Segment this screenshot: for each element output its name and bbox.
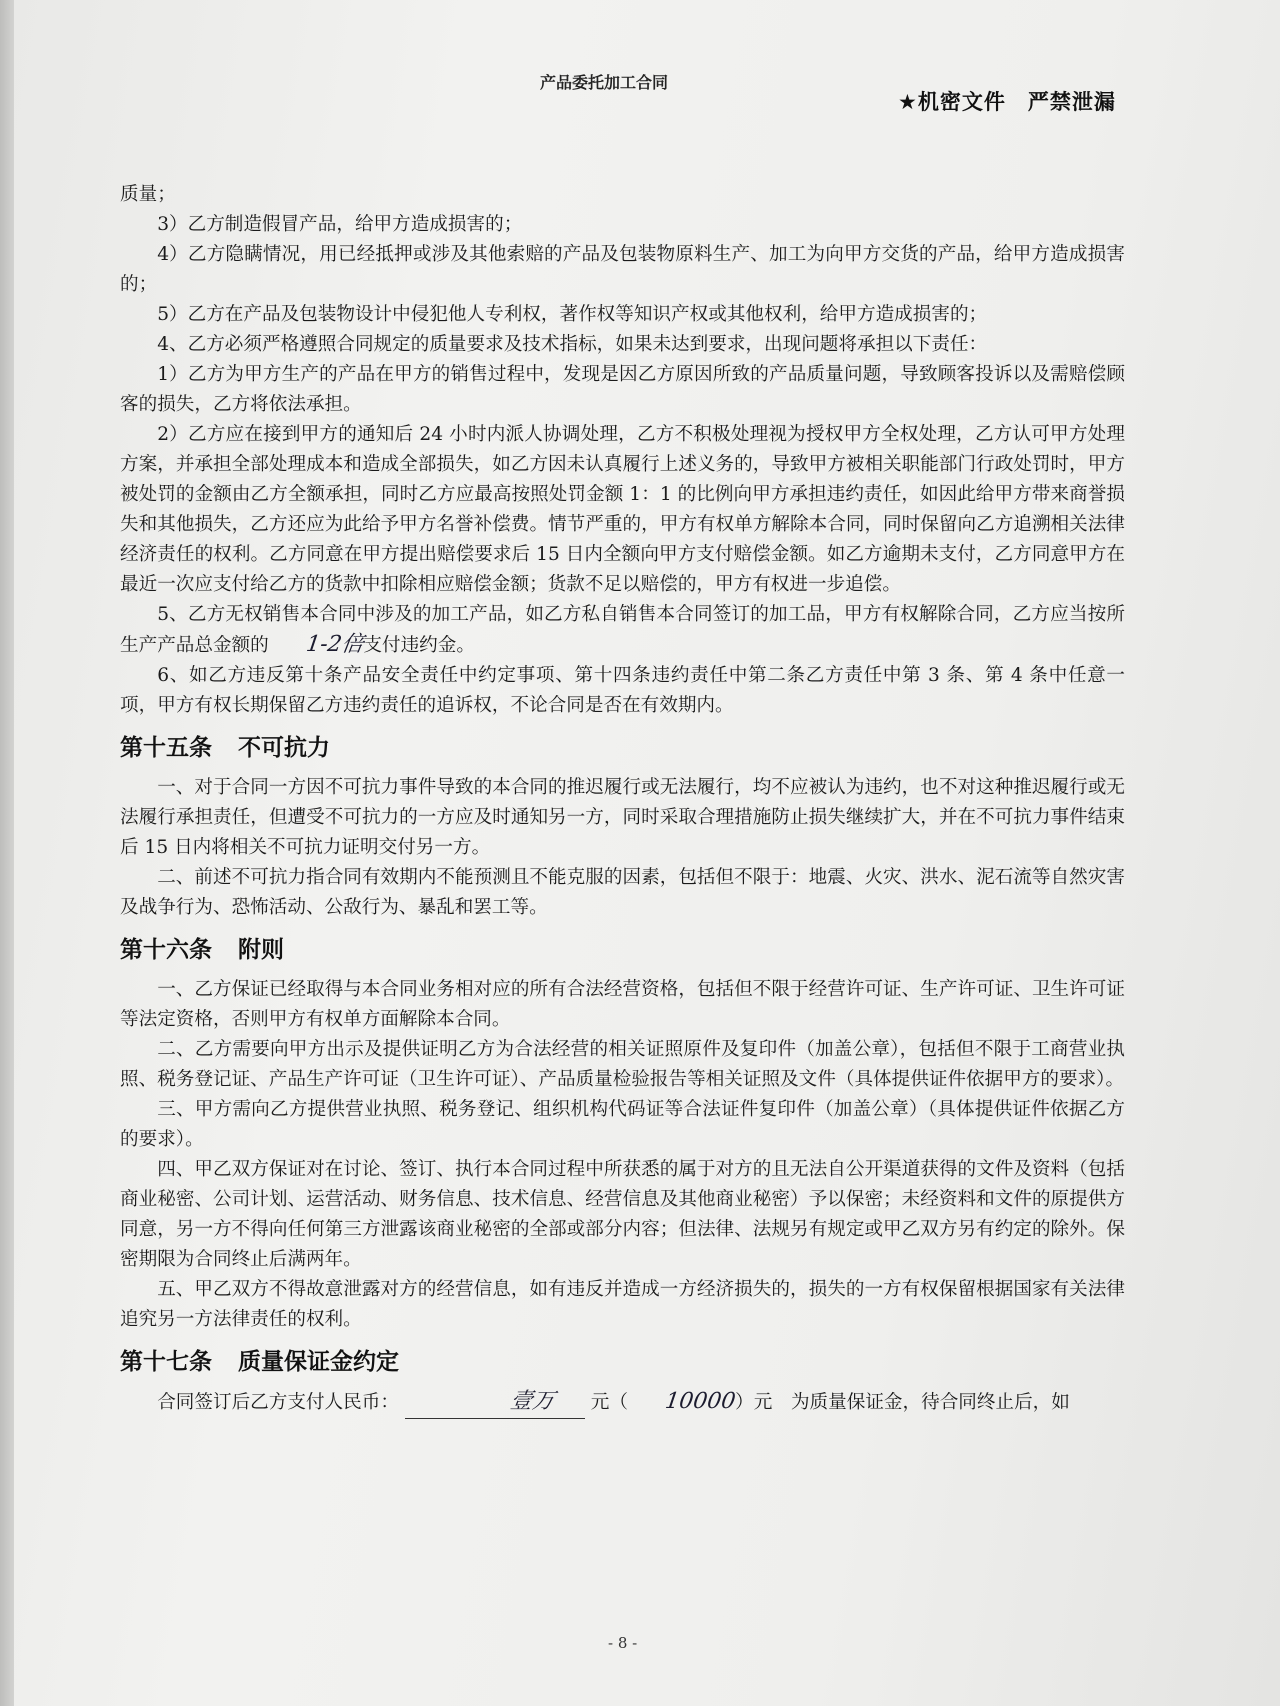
document-body <box>120 180 1125 1419</box>
paragraph: 1）乙方为甲方生产的产品在甲方的销售过程中，发现是因乙方原因所致的产品质量问题，导致顾客投诉以及需赔偿顾客的损失，乙方将依法承担。 <box>120 364 1125 415</box>
paragraph: 2）乙方应在接到甲方的通知后 24 小时内派人协调处理，乙方不积极处理视为授权甲方全权处理，乙方认可甲方处理方案，并承担全部处理成本和造成全部损失，如乙方因未认真履行上述义务的，导致甲方被相关职能部门行政处罚时，甲方被处罚的金额由乙方全额承担，同时乙方应最高按照处罚金额 1：1 的比例向甲方承担违约责任，如因此给甲方带来商誉损失和其他损失，乙方还应为此给予甲方名誉补偿费。情节严重的，甲方有权单方解除本合同，同时保留向乙方追溯相关法律经济责任的权利。乙方同意在甲方提出赔偿要求后 15 日内全额向甲方支付赔偿金额。如乙方逾期未支付，乙方同意甲方在最近一次应支付给乙方的货款中扣除相应赔偿金额；货款不足以赔偿的，甲方有权进一步追偿。 <box>120 424 1125 595</box>
paragraph: 三、甲方需向乙方提供营业执照、税务登记、组织机构代码证等合法证件复印件（加盖公章）（具体提供证件依据乙方的要求）。 <box>120 1099 1125 1150</box>
clause-5-text-before: 5、乙方无权销售本合同中涉及的加工产品，如乙方私自销售本合同签订的加工品，甲方有权解除合同，乙方应当按所生产产品总金额的 <box>120 604 1125 656</box>
deposit-line <box>120 1387 1125 1419</box>
article-number: 第十六条 <box>120 937 212 963</box>
paragraph: 二、乙方需要向甲方出示及提供证明乙方为合法经营的相关证照原件及复印件（加盖公章），包括但不限于工商营业执照、税务登记证、产品生产许可证（卫生许可证）、产品质量检验报告等相关证照及文件（具体提供证件依据甲方的要求）。 <box>120 1039 1125 1090</box>
handwritten-multiplier: 1-2倍 <box>304 632 366 657</box>
paragraph: 4、乙方必须严格遵照合同规定的质量要求及技术指标，如果未达到要求，出现问题将承担以下责任： <box>157 334 988 355</box>
page-number: - 8 - <box>608 1634 638 1652</box>
confidential-label: ★机密文件 严禁泄漏 <box>898 90 1116 114</box>
article-17-heading <box>120 1347 1125 1377</box>
article-title: 质量保证金约定 <box>238 1349 399 1375</box>
article-16-heading <box>120 935 1125 965</box>
paragraph: 二、前述不可抗力指合同有效期内不能预测且不能克服的因素，包括但不限于：地震、火灾、洪水、泥石流等自然灾害及战争行为、恐怖活动、公敌行为、暴乱和罢工等。 <box>120 867 1125 918</box>
document-header-title: 产品委托加工合同 <box>540 73 669 92</box>
paragraph: 质量； <box>120 184 176 205</box>
paragraph: 四、甲乙双方保证对在讨论、签订、执行本合同过程中所获悉的属于对方的且无法自公开渠道获得的文件及资料（包括商业秘密、公司计划、运营活动、财务信息、技术信息、经营信息及其他商业秘密）予以保密；未经资料和文件的原提供方同意，另一方不得向任何第三方泄露该商业秘密的全部或部分内容；但法律、法规另有规定或甲乙双方另有约定的除外。保密期限为合同终止后满两年。 <box>120 1159 1125 1270</box>
paragraph: 一、乙方保证已经取得与本合同业务相对应的所有合法经营资格，包括但不限于经营许可证、生产许可证、卫生许可证等法定资格，否则甲方有权单方面解除本合同。 <box>120 979 1125 1030</box>
article-15-heading <box>120 733 1125 763</box>
paragraph: 3）乙方制造假冒产品，给甲方造成损害的； <box>157 214 523 235</box>
article-number: 第十七条 <box>120 1349 212 1375</box>
article-title: 不可抗力 <box>238 735 330 761</box>
clause-5-paragraph <box>120 600 1125 661</box>
handwritten-amount-number: 10000 <box>663 1389 737 1414</box>
deposit-amount-words-field <box>405 1387 585 1419</box>
page-edge-shadow <box>0 0 14 1706</box>
paragraph: 五、甲乙双方不得故意泄露对方的经营信息，如有违反并造成一方经济损失的，损失的一方有权保留根据国家有关法律追究另一方法律责任的权利。 <box>120 1279 1125 1330</box>
deposit-prefix: 合同签订后乙方支付人民币： <box>157 1392 399 1413</box>
handwritten-amount-words: 壹万 <box>508 1389 556 1414</box>
article-title: 附则 <box>238 937 284 963</box>
paragraph: 5）乙方在产品及包装物设计中侵犯他人专利权，著作权等知识产权或其他权利，给甲方造成损害的； <box>157 304 988 325</box>
clause-5-text-after: 支付违约金。 <box>363 635 475 656</box>
article-number: 第十五条 <box>120 735 212 761</box>
deposit-unit-2: ）元 为质量保证金，待合同终止后，如 <box>735 1392 1070 1413</box>
paragraph: 一、对于合同一方因不可抗力事件导致的本合同的推迟履行或无法履行，均不应被认为违约，也不对这种推迟履行或无法履行承担责任，但遭受不可抗力的一方应及时通知另一方，同时采取合理措施防止损失继续扩大，并在不可抗力事件结束后 15 日内将相关不可抗力证明交付另一方。 <box>120 777 1125 858</box>
deposit-unit-1: 元（ <box>590 1392 628 1413</box>
clause-6-paragraph: 6、如乙方违反第十条产品安全责任中约定事项、第十四条违约责任中第二条乙方责任中第 3 条、第 4 条中任意一项，甲方有权长期保留乙方违约责任的追诉权，不论合同是否在有效期内。 <box>120 665 1125 716</box>
paragraph: 4）乙方隐瞒情况，用已经抵押或涉及其他索赔的产品及包装物原料生产、加工为向甲方交货的产品，给甲方造成损害的； <box>120 244 1125 295</box>
